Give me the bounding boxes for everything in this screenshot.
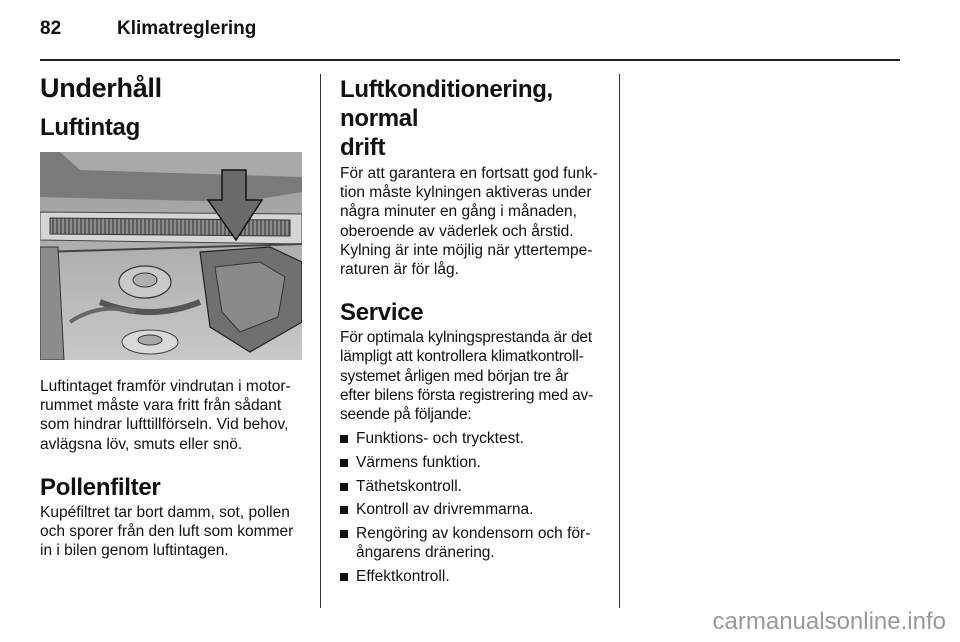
- service-paragraph: [340, 328, 612, 424]
- chapter-title: Klimatreglering: [117, 18, 257, 39]
- list-item: [340, 453, 612, 472]
- text-line: systemet årligen med början tre år: [340, 367, 569, 385]
- text-line: raturen är för låg.: [340, 261, 459, 279]
- bullet-square-icon: [340, 530, 348, 538]
- left-column: [40, 73, 310, 142]
- air-intake-illustration: [40, 152, 302, 360]
- middle-column: [340, 75, 612, 591]
- text-line: som hindrar lufttillförseln. Vid behov,: [40, 416, 289, 434]
- heading-line: drift: [340, 134, 386, 161]
- text-line: Kupéfiltret tar bort damm, sot, pollen: [40, 503, 290, 521]
- list-item-text: Kontroll av drivremmarna.: [356, 501, 534, 519]
- text-line: tion måste kylningen aktiveras under: [340, 184, 592, 202]
- column-divider: [619, 74, 620, 608]
- list-item: [340, 524, 612, 562]
- bullet-square-icon: [340, 435, 348, 443]
- subheading-service: Service: [340, 299, 424, 327]
- list-item: [340, 477, 612, 496]
- bullet-square-icon: [340, 573, 348, 581]
- text-line: rummet måste vara fritt från sådant: [40, 397, 282, 415]
- text-line: in i bilen genom luftintagen.: [40, 542, 229, 560]
- text-line: Kylning är inte möjlig när yttertempe-: [340, 241, 593, 259]
- bullet-square-icon: [340, 483, 348, 491]
- luftkonditionering-paragraph: [340, 164, 612, 279]
- column-divider: [320, 74, 321, 608]
- list-item-text: Täthetskontroll.: [356, 477, 462, 495]
- list-item: [340, 500, 612, 519]
- text-line: För att garantera en fortsatt god funk-: [340, 165, 598, 182]
- bullet-square-icon: [340, 459, 348, 467]
- section-heading-underhall: Underhåll: [40, 73, 162, 103]
- list-item-text: ångarens dränering.: [356, 544, 495, 562]
- left-column-text: [40, 377, 310, 560]
- text-line: några minuter en gång i månaden,: [340, 203, 577, 221]
- list-item-text: Värmens funktion.: [356, 453, 481, 471]
- subheading-luftkonditionering: [340, 75, 612, 162]
- list-item-text: Rengöring av kondensorn och för-: [356, 525, 591, 543]
- header-rule: [40, 59, 900, 61]
- text-line: seende på följande:: [340, 406, 472, 424]
- text-line: avlägsna löv, smuts eller snö.: [40, 435, 243, 453]
- pollenfilter-paragraph: [40, 503, 310, 561]
- subheading-luftintag: Luftintag: [40, 114, 140, 141]
- heading-line: Luftkonditionering, normal: [340, 76, 553, 132]
- list-item: [340, 567, 612, 586]
- text-line: oberoende av väderlek och årstid.: [340, 222, 574, 240]
- watermark: carmanualsonline.info: [712, 608, 946, 635]
- text-line: och sporer från den luft som kommer: [40, 523, 294, 541]
- list-item-text: Effektkontroll.: [356, 567, 450, 585]
- list-item: [340, 429, 612, 448]
- subheading-pollenfilter: Pollenfilter: [40, 473, 161, 501]
- page-number: 82: [40, 18, 62, 39]
- text-line: För optimala kylningsprestanda är det: [340, 329, 592, 347]
- luftintag-paragraph: [40, 377, 310, 454]
- text-line: Luftintaget framför vindrutan i motor-: [40, 378, 291, 395]
- bullet-square-icon: [340, 506, 348, 514]
- text-line: efter bilens första registrering med av-: [340, 386, 594, 404]
- service-checklist: [340, 429, 612, 586]
- list-item-text: Funktions- och trycktest.: [356, 430, 524, 448]
- text-line: lämpligt att kontrollera klimatkontroll-: [340, 348, 584, 366]
